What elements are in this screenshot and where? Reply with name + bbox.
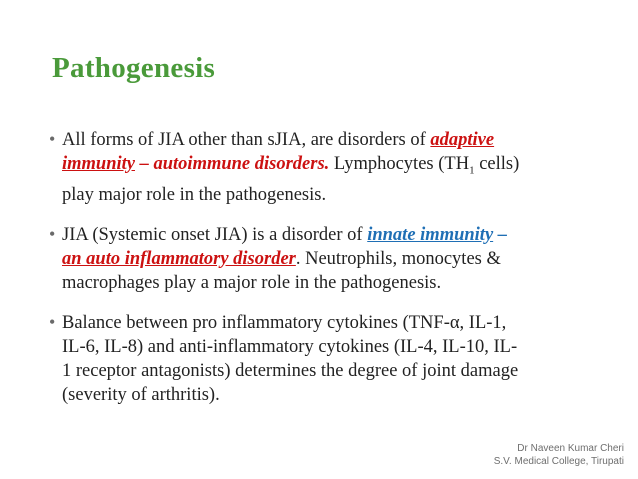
bullet-text: macrophages play a major role in the pathogenesis. bbox=[62, 272, 442, 293]
subscript: 1 bbox=[469, 164, 475, 177]
bullet-text: Lymphocytes (TH bbox=[329, 154, 470, 174]
bullet-text: cells) bbox=[474, 154, 520, 174]
slide-title: Pathogenesis bbox=[52, 52, 216, 84]
author-institution: S.V. Medical College, Tirupati bbox=[493, 456, 624, 467]
bullet-cytokine-balance bbox=[49, 311, 592, 407]
bullet-dot-icon: • bbox=[49, 223, 56, 244]
bullet-text: (severity of arthritis). bbox=[62, 384, 220, 405]
bullet-text: play major role in the pathogenesis. bbox=[62, 184, 327, 205]
dash: – bbox=[493, 224, 508, 245]
bullet-list bbox=[49, 128, 592, 407]
author-credit bbox=[494, 442, 624, 468]
bullet-text: All forms of JIA other than sJIA, are disorders of bbox=[62, 130, 431, 150]
author-name: Dr Naveen Kumar Cheri bbox=[517, 443, 624, 454]
autoinflammatory-term: an auto inflammatory disorder bbox=[62, 248, 296, 269]
autoimmune-term: – autoimmune disorders. bbox=[135, 154, 330, 174]
bullet-text: . Neutrophils, monocytes & bbox=[295, 248, 501, 269]
bullet-text: IL-6, IL-8) and anti-inflammatory cytokines (IL-4, IL-10, IL- bbox=[62, 336, 518, 357]
bullet-dot-icon: • bbox=[49, 311, 56, 332]
bullet-text: Balance between pro inflammatory cytokines (TNF-α, IL-1, bbox=[62, 312, 507, 333]
immunity-term: immunity bbox=[62, 154, 135, 174]
bullet-adaptive-immunity bbox=[49, 128, 592, 207]
adaptive-term: adaptive bbox=[430, 130, 495, 150]
bullet-innate-immunity bbox=[49, 223, 592, 295]
bullet-dot-icon: • bbox=[49, 129, 56, 149]
bullet-text: 1 receptor antagonists) determines the degree of joint damage bbox=[62, 360, 519, 381]
innate-immunity-term: innate immunity bbox=[367, 224, 494, 245]
bullet-text: JIA (Systemic onset JIA) is a disorder of bbox=[62, 224, 368, 245]
